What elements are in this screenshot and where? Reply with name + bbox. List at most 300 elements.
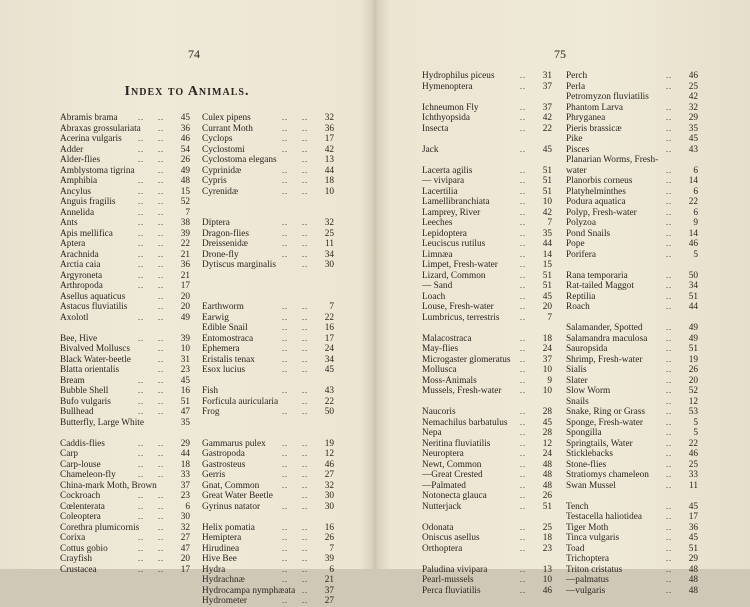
entry-page-number: 45 bbox=[180, 375, 190, 386]
leader-dots: .. bbox=[302, 407, 308, 416]
leader-dots: .. bbox=[520, 365, 526, 374]
entry-page-number: 20 bbox=[180, 554, 190, 564]
entry-page-number: 37 bbox=[542, 102, 552, 113]
leader-dots: .. bbox=[282, 596, 288, 605]
leader-dots: .. bbox=[282, 165, 288, 175]
leader-dots: .. bbox=[520, 228, 526, 238]
leader-dots: .. bbox=[158, 260, 164, 269]
entry-name: China-mark Moth, Brown bbox=[60, 480, 157, 491]
entry-name: Corixa bbox=[60, 533, 86, 543]
leader-dots: .. bbox=[282, 575, 288, 584]
index-entry bbox=[60, 313, 190, 324]
entry-name: Adder bbox=[60, 144, 84, 155]
entry-name: Helix pomatia bbox=[202, 522, 255, 533]
entry-name: Aptera bbox=[60, 239, 86, 249]
leader-dots: .. bbox=[520, 585, 526, 595]
entry-name: Oniscus asellus bbox=[422, 533, 480, 543]
entry-page-number: 45 bbox=[324, 365, 334, 375]
index-entry bbox=[566, 523, 698, 534]
entry-page-number: 19 bbox=[324, 438, 334, 449]
leader-dots: .. bbox=[138, 449, 144, 458]
leader-dots: .. bbox=[282, 501, 288, 511]
entry-name: Pieris brassicæ bbox=[566, 123, 622, 134]
index-entry bbox=[60, 544, 190, 555]
entry-page-number: 44 bbox=[180, 449, 190, 459]
leader-dots: .. bbox=[666, 165, 672, 175]
index-entry bbox=[422, 418, 552, 429]
entry-name: Frog bbox=[202, 407, 220, 417]
leader-dots: .. bbox=[302, 144, 308, 154]
entry-name: Hymenoptera bbox=[422, 81, 473, 92]
index-entry bbox=[202, 313, 334, 324]
page-number: 75 bbox=[554, 47, 566, 61]
entry-page-number: 25 bbox=[324, 228, 334, 239]
entry-name: Gnat, Common bbox=[202, 480, 260, 491]
entry-page-number: 45 bbox=[180, 113, 190, 123]
index-entry bbox=[202, 491, 334, 502]
entry-page-number: 53 bbox=[688, 407, 698, 417]
entry-page-number: 45 bbox=[542, 144, 552, 155]
leader-dots: .. bbox=[666, 228, 672, 238]
leader-dots: .. bbox=[666, 270, 672, 280]
entry-page-number: 48 bbox=[542, 459, 552, 470]
left-page bbox=[0, 0, 374, 606]
index-entry bbox=[60, 481, 190, 492]
leader-dots: .. bbox=[666, 249, 672, 259]
entry-name: Phantom Larva bbox=[566, 102, 624, 113]
leader-dots: .. bbox=[138, 155, 144, 164]
leader-dots: .. bbox=[520, 522, 526, 532]
leader-dots: .. bbox=[138, 470, 144, 479]
index-entry bbox=[202, 439, 334, 450]
index-entry bbox=[202, 502, 334, 513]
leader-dots: .. bbox=[302, 564, 308, 574]
index-entry bbox=[422, 355, 552, 366]
entry-page-number: 17 bbox=[180, 564, 190, 575]
leader-dots: .. bbox=[666, 585, 672, 595]
entry-page-number: 45 bbox=[542, 417, 552, 428]
leader-dots: .. bbox=[520, 176, 526, 185]
leader-dots: .. bbox=[158, 291, 164, 301]
index-entry bbox=[566, 281, 698, 292]
index-entry bbox=[202, 565, 334, 576]
entry-name: Trichoptera bbox=[566, 554, 610, 564]
entry-name: Dragon-flies bbox=[202, 228, 249, 239]
leader-dots: .. bbox=[302, 491, 308, 500]
entry-page-number: 49 bbox=[688, 323, 698, 333]
leader-dots: .. bbox=[302, 176, 308, 185]
index-entry bbox=[60, 407, 190, 418]
index-entry bbox=[202, 355, 334, 366]
leader-dots: .. bbox=[666, 386, 672, 395]
leader-dots: .. bbox=[138, 239, 144, 248]
index-entry bbox=[422, 334, 552, 345]
leader-dots: .. bbox=[302, 449, 308, 458]
entry-name: Great Water Beetle bbox=[202, 491, 273, 501]
leader-dots: .. bbox=[302, 470, 308, 479]
entry-name: Roach bbox=[566, 302, 590, 312]
entry-name: Arthropoda bbox=[60, 281, 103, 291]
leader-dots: .. bbox=[138, 281, 144, 290]
entry-name: Porifera bbox=[566, 249, 596, 260]
entry-name: Perla bbox=[566, 81, 586, 92]
index-entry bbox=[566, 176, 698, 187]
index-entry bbox=[60, 250, 190, 261]
entry-page-number: 14 bbox=[542, 249, 552, 260]
leader-dots: .. bbox=[520, 165, 526, 175]
leader-dots: .. bbox=[520, 564, 526, 574]
leader-dots: .. bbox=[666, 144, 672, 154]
leader-dots: .. bbox=[302, 354, 308, 364]
index-entry bbox=[202, 155, 334, 166]
leader-dots: .. bbox=[520, 428, 526, 437]
entry-name: Nepa bbox=[422, 428, 442, 438]
index-entry bbox=[422, 439, 552, 450]
entry-name: Snails bbox=[566, 396, 589, 407]
entry-page-number: 10 bbox=[180, 344, 190, 354]
index-entry bbox=[566, 92, 698, 103]
entry-name: Perch bbox=[566, 71, 588, 81]
index-entry bbox=[202, 544, 334, 555]
entry-page-number: 5 bbox=[693, 249, 698, 260]
entry-page-number: 17 bbox=[180, 281, 190, 291]
index-entry bbox=[566, 166, 698, 177]
index-entry bbox=[422, 481, 552, 492]
leader-dots: .. bbox=[666, 543, 672, 553]
leader-dots: .. bbox=[666, 102, 672, 112]
leader-dots: .. bbox=[302, 543, 308, 553]
entry-name: Limnæa bbox=[422, 249, 453, 260]
leader-dots: .. bbox=[138, 260, 144, 269]
index-entry bbox=[202, 166, 334, 177]
index-entry bbox=[566, 250, 698, 261]
leader-dots: .. bbox=[666, 449, 672, 458]
leader-dots: .. bbox=[666, 123, 672, 133]
entry-name: Butterfly, Large White bbox=[60, 417, 144, 428]
index-entry bbox=[202, 113, 334, 124]
entry-page-number: 51 bbox=[688, 291, 698, 302]
entry-page-number: 25 bbox=[542, 522, 552, 533]
leader-dots: .. bbox=[302, 459, 308, 469]
entry-page-number: 37 bbox=[542, 81, 552, 92]
entry-name: Crustacea bbox=[60, 564, 97, 575]
entry-name: — vivipara bbox=[422, 176, 465, 186]
index-entry bbox=[202, 586, 334, 597]
leader-dots: .. bbox=[666, 344, 672, 353]
entry-page-number: 43 bbox=[324, 386, 334, 396]
entry-page-number: 48 bbox=[688, 564, 698, 575]
index-entry bbox=[422, 82, 552, 93]
leader-dots: .. bbox=[520, 375, 526, 385]
entry-name: Sauropsida bbox=[566, 344, 608, 354]
entry-name: Bee, Hive bbox=[60, 333, 98, 344]
right-page bbox=[376, 0, 750, 596]
entry-page-number: 17 bbox=[324, 333, 334, 344]
leader-dots: .. bbox=[520, 113, 526, 122]
entry-name: Spongilla bbox=[566, 428, 602, 438]
entry-name: Axolotl bbox=[60, 312, 89, 323]
leader-dots: .. bbox=[520, 449, 526, 458]
leader-dots: .. bbox=[282, 480, 288, 490]
entry-name: Leuciscus rutilus bbox=[422, 239, 486, 249]
entry-name: Edible Snail bbox=[202, 323, 248, 333]
index-spacer bbox=[422, 554, 552, 565]
entry-name: Perca fluviatilis bbox=[422, 585, 481, 596]
leader-dots: .. bbox=[282, 123, 288, 133]
leader-dots: .. bbox=[158, 344, 164, 353]
entry-page-number: 6 bbox=[693, 207, 698, 218]
entry-name: Cottus gobio bbox=[60, 543, 108, 554]
entry-name: water bbox=[566, 165, 587, 176]
entry-name: Bullhead bbox=[60, 407, 94, 417]
entry-page-number: 47 bbox=[180, 543, 190, 554]
leader-dots: .. bbox=[282, 113, 288, 122]
entry-page-number: 15 bbox=[180, 186, 190, 197]
entry-page-number: 39 bbox=[180, 228, 190, 239]
entry-page-number: 52 bbox=[180, 197, 190, 207]
index-entry bbox=[422, 208, 552, 219]
entry-name: Platyhelminthes bbox=[566, 186, 626, 197]
index-entry bbox=[422, 544, 552, 555]
index-column-right-1 bbox=[422, 71, 552, 596]
entry-name: Dytiscus marginalis bbox=[202, 260, 276, 270]
entry-page-number: 6 bbox=[185, 501, 190, 512]
leader-dots: .. bbox=[666, 113, 672, 122]
index-spacer bbox=[422, 323, 552, 334]
entry-page-number: 38 bbox=[180, 218, 190, 228]
entry-name: Lepidoptera bbox=[422, 228, 467, 239]
entry-page-number: 15 bbox=[542, 260, 552, 270]
index-entry bbox=[422, 229, 552, 240]
leader-dots: .. bbox=[138, 554, 144, 563]
leader-dots: .. bbox=[282, 134, 288, 143]
entry-page-number: 12 bbox=[688, 396, 698, 407]
leader-dots: .. bbox=[666, 428, 672, 437]
entry-name: Triton cristatus bbox=[566, 564, 623, 575]
leader-dots: .. bbox=[158, 218, 164, 227]
leader-dots: .. bbox=[282, 333, 288, 343]
entry-page-number: 30 bbox=[324, 491, 334, 501]
leader-dots: .. bbox=[302, 302, 308, 311]
entry-page-number: 47 bbox=[180, 407, 190, 417]
index-entry bbox=[60, 344, 190, 355]
index-entry bbox=[60, 334, 190, 345]
index-entry bbox=[202, 250, 334, 261]
entry-page-number: 23 bbox=[180, 365, 190, 375]
entry-page-number: 14 bbox=[688, 228, 698, 239]
leader-dots: .. bbox=[282, 228, 288, 238]
entry-page-number: 32 bbox=[324, 480, 334, 491]
entry-page-number: 14 bbox=[688, 176, 698, 186]
leader-dots: .. bbox=[158, 501, 164, 511]
entry-name: Ichneumon Fly bbox=[422, 102, 479, 113]
entry-name: Cœlenterata bbox=[60, 501, 105, 512]
entry-name: Neuroptera bbox=[422, 449, 464, 459]
entry-page-number: 11 bbox=[325, 239, 334, 249]
entry-page-number: 26 bbox=[688, 365, 698, 375]
leader-dots: .. bbox=[158, 302, 164, 311]
index-entry bbox=[566, 470, 698, 481]
leader-dots: .. bbox=[282, 543, 288, 553]
index-entry bbox=[202, 533, 334, 544]
index-entry bbox=[60, 134, 190, 145]
entry-page-number: 46 bbox=[688, 71, 698, 81]
leader-dots: .. bbox=[520, 281, 526, 290]
index-entry bbox=[202, 407, 334, 418]
index-entry bbox=[202, 481, 334, 492]
entry-name: Pike bbox=[566, 134, 583, 144]
index-entry bbox=[60, 376, 190, 387]
leader-dots: .. bbox=[666, 438, 672, 448]
entry-name: Paludina vivipara bbox=[422, 564, 488, 575]
index-entry bbox=[566, 124, 698, 135]
entry-page-number: 30 bbox=[180, 512, 190, 522]
entry-name: Reptilia bbox=[566, 291, 596, 302]
entry-name: Insecta bbox=[422, 123, 449, 134]
index-entry bbox=[202, 334, 334, 345]
leader-dots: .. bbox=[158, 354, 164, 364]
entry-name: Salamander, Spotted bbox=[566, 323, 643, 333]
entry-name: Arctia caia bbox=[60, 260, 101, 270]
entry-name: Blatta orientalis bbox=[60, 365, 120, 375]
entry-name: Carp bbox=[60, 449, 79, 459]
index-entry bbox=[60, 449, 190, 460]
leader-dots: .. bbox=[302, 113, 308, 122]
entry-page-number: 34 bbox=[324, 354, 334, 365]
entry-name: Gerris bbox=[202, 470, 226, 480]
leader-dots: .. bbox=[520, 354, 526, 364]
entry-name: Lamellibranchiata bbox=[422, 197, 490, 207]
entry-name: Springtails, Water bbox=[566, 438, 633, 449]
entry-page-number: 20 bbox=[688, 375, 698, 386]
leader-dots: .. bbox=[282, 522, 288, 532]
leader-dots: .. bbox=[138, 197, 144, 206]
index-entry bbox=[60, 365, 190, 376]
entry-page-number: 49 bbox=[688, 333, 698, 344]
leader-dots: .. bbox=[138, 218, 144, 227]
leader-dots: .. bbox=[666, 575, 672, 584]
leader-dots: .. bbox=[666, 323, 672, 332]
entry-name: Tiger Moth bbox=[566, 522, 609, 533]
entry-name: Earwig bbox=[202, 312, 229, 323]
entry-page-number: 30 bbox=[324, 260, 334, 270]
index-entry bbox=[566, 481, 698, 492]
leader-dots: .. bbox=[666, 218, 672, 227]
index-entry bbox=[566, 418, 698, 429]
entry-page-number: 22 bbox=[688, 438, 698, 449]
entry-page-number: 29 bbox=[688, 554, 698, 564]
index-entry bbox=[422, 502, 552, 513]
leader-dots: .. bbox=[158, 134, 164, 143]
leader-dots: .. bbox=[158, 438, 164, 448]
leader-dots: .. bbox=[666, 396, 672, 406]
leader-dots: .. bbox=[138, 134, 144, 143]
index-entry bbox=[202, 124, 334, 135]
index-entry bbox=[566, 533, 698, 544]
leader-dots: .. bbox=[158, 491, 164, 500]
entry-page-number: 37 bbox=[542, 354, 552, 365]
index-spacer bbox=[566, 260, 698, 271]
index-entry bbox=[566, 344, 698, 355]
index-entry bbox=[202, 176, 334, 187]
leader-dots: .. bbox=[158, 270, 164, 280]
entry-page-number: 20 bbox=[542, 302, 552, 312]
entry-name: Fish bbox=[202, 386, 219, 396]
entry-page-number: 45 bbox=[688, 134, 698, 144]
entry-name: Slater bbox=[566, 375, 588, 386]
index-entry bbox=[202, 145, 334, 156]
entry-name: May-flies bbox=[422, 344, 459, 354]
entry-page-number: 36 bbox=[324, 123, 334, 134]
entry-name: Hydra bbox=[202, 564, 226, 575]
entry-page-number: 31 bbox=[180, 354, 190, 365]
leader-dots: .. bbox=[302, 575, 308, 584]
index-entry bbox=[60, 208, 190, 219]
index-column-left-1 bbox=[60, 113, 190, 575]
entry-name: Lumbricus, terrestris bbox=[422, 312, 500, 323]
entry-page-number: 43 bbox=[688, 144, 698, 155]
entry-page-number: 51 bbox=[542, 165, 552, 176]
entry-page-number: 51 bbox=[688, 543, 698, 554]
leader-dots: .. bbox=[302, 396, 308, 406]
index-entry bbox=[422, 365, 552, 376]
leader-dots: .. bbox=[158, 512, 164, 521]
entry-name: Hydrocampa nymphæata bbox=[202, 585, 296, 596]
entry-name: Stone-flies bbox=[566, 459, 607, 470]
entry-page-number: 7 bbox=[547, 312, 552, 323]
entry-name: Microgaster glomeratus bbox=[422, 354, 511, 365]
entry-page-number: 23 bbox=[180, 491, 190, 501]
entry-name: Pope bbox=[566, 239, 585, 249]
leader-dots: .. bbox=[282, 407, 288, 416]
leader-dots: .. bbox=[520, 491, 526, 500]
entry-name: Corethra plumicornis bbox=[60, 522, 140, 533]
index-entry bbox=[422, 218, 552, 229]
entry-name: —vulgaris bbox=[566, 585, 606, 596]
leader-dots: .. bbox=[138, 113, 144, 122]
index-spacer bbox=[60, 323, 190, 334]
leader-dots: .. bbox=[302, 260, 308, 269]
entry-page-number: 32 bbox=[180, 522, 190, 533]
entry-page-number: 28 bbox=[542, 428, 552, 438]
entry-page-number: 22 bbox=[324, 312, 334, 323]
leader-dots: .. bbox=[282, 176, 288, 185]
entry-page-number: 22 bbox=[688, 197, 698, 207]
index-entry bbox=[422, 449, 552, 460]
entry-name: Abraxas grossulariata bbox=[60, 123, 141, 134]
leader-dots: .. bbox=[158, 449, 164, 458]
entry-page-number: 10 bbox=[324, 186, 334, 197]
leader-dots: .. bbox=[520, 81, 526, 91]
index-column-right-2 bbox=[566, 71, 698, 596]
index-entry bbox=[60, 502, 190, 513]
leader-dots: .. bbox=[666, 197, 672, 206]
entry-name: Lacertilia bbox=[422, 186, 458, 197]
index-spacer bbox=[202, 512, 334, 523]
index-entry bbox=[422, 113, 552, 124]
entry-page-number: 48 bbox=[688, 575, 698, 585]
index-entry bbox=[60, 302, 190, 313]
entry-name: Alder-flies bbox=[60, 155, 101, 165]
entry-name: Diptera bbox=[202, 218, 230, 228]
leader-dots: .. bbox=[302, 323, 308, 332]
index-spacer bbox=[422, 134, 552, 145]
entry-name: Phryganea bbox=[566, 113, 606, 123]
leader-dots: .. bbox=[666, 480, 672, 490]
leader-dots: .. bbox=[158, 396, 164, 406]
index-spacer bbox=[566, 313, 698, 324]
index-entry bbox=[422, 407, 552, 418]
